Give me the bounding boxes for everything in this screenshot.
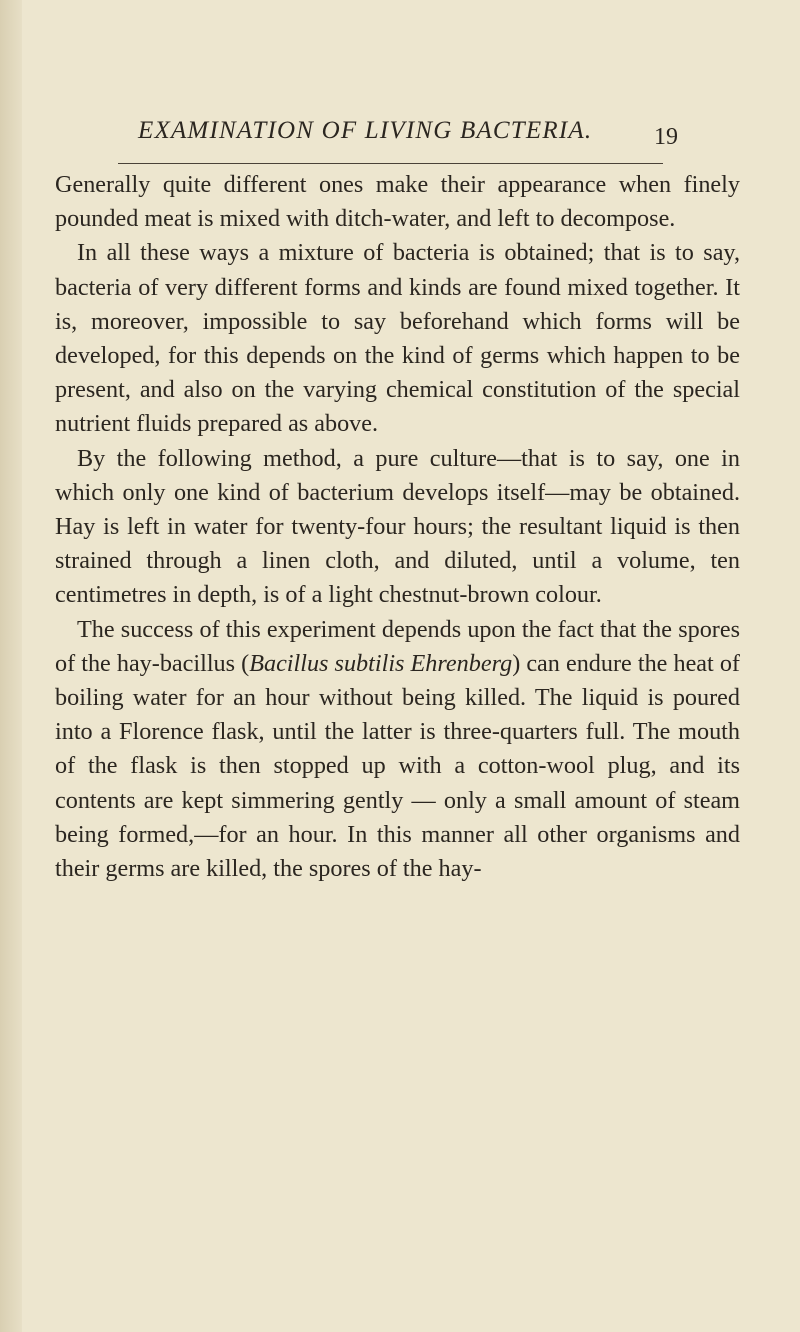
paragraph-4-text-end: ) can endure the heat of boiling water for an hour without being killed. The liquid is poured into a Florence flask, until the latter is three-quarters full. The mouth of the flask is then stopped up with a cotton-wool plug, and its contents are kept simmering gently — only a small amount of steam being formed,—for an hour. In this manner all other organisms and their germs are killed, the spores of the hay- [55,649,740,883]
paragraph-3: By the following method, a pure culture—that is to say, one in which only one kind of bacterium develops itself—may be obtained. Hay is left in water for twenty-four hours; the resultant liquid is then strained through a linen cloth, and diluted, until a volume, ten centimetres in depth, is of a light chestnut-brown colour. [55,444,740,609]
paragraph-1: Generally quite different ones make their appearance when finely pounded meat is mixed with ditch-water, and left to decompose. [55,171,740,233]
species-name: Bacillus subtilis Ehrenberg [249,649,513,677]
paragraph-4 [55,613,740,887]
running-title: EXAMINATION OF LIVING BACTERIA. [138,117,593,144]
page-gutter-shade [0,0,22,1332]
paragraph-4-text-start: The success of this experiment depends upon the fact that the spores of the hay-bacillus ( [55,615,740,677]
page-header [138,117,678,161]
page-number: 19 [654,124,678,150]
header-rule [118,163,663,164]
body-text [55,168,740,886]
paragraph-2: In all these ways a mixture of bacteria is obtained; that is to say, bacteria of very different forms and kinds are found mixed together. It is, moreover, impossible to say beforehand which forms will be developed, for this depends on the kind of germs which happen to be present, and also on the varying chemical constitution of the special nutrient fluids prepared as above. [55,239,740,438]
